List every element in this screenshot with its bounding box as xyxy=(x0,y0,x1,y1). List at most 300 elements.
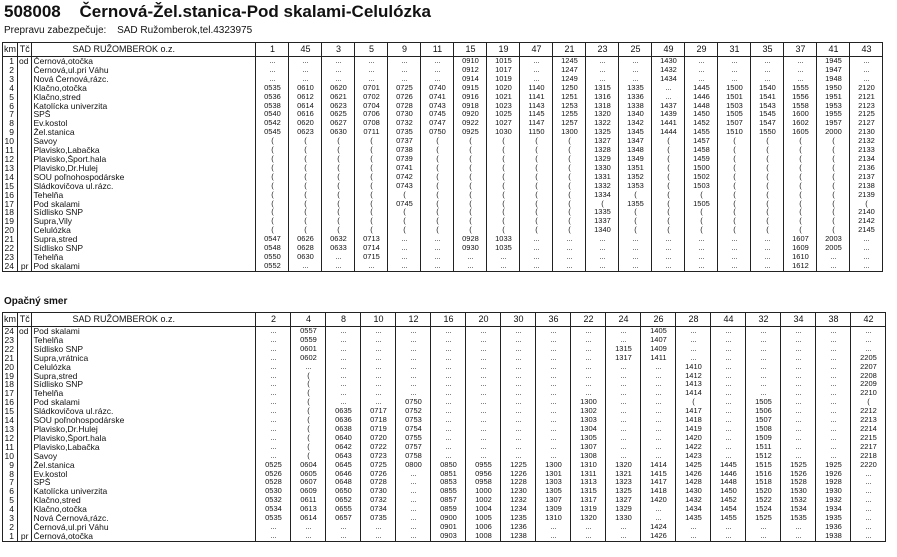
departure-time: ... xyxy=(746,345,781,354)
train-number: 26 xyxy=(641,313,676,327)
train-number: 22 xyxy=(571,313,606,327)
departure-time: 1414 xyxy=(676,389,711,398)
departure-time: ... xyxy=(851,532,886,541)
departure-time: ... xyxy=(501,372,536,381)
departure-time: 1448 xyxy=(711,478,746,487)
table-row xyxy=(3,398,886,407)
tc-cell xyxy=(18,182,32,191)
departure-time: ( xyxy=(652,217,685,226)
tc-cell xyxy=(18,200,32,209)
tc-cell xyxy=(18,478,32,487)
stop-name: Tehelňa xyxy=(32,191,256,200)
departure-time: 1955 xyxy=(817,110,850,119)
table-row xyxy=(3,336,886,345)
departure-time: 0626 xyxy=(289,235,322,244)
stop-name: Černová,otočka xyxy=(32,532,256,541)
departure-time: ( xyxy=(520,146,553,155)
departure-time: 0708 xyxy=(355,119,388,128)
departure-time: 1550 xyxy=(751,128,784,137)
departure-time: ... xyxy=(586,57,619,66)
stop-name: Tehelňa xyxy=(32,389,256,398)
stop-name: Katolícka univerzita xyxy=(32,102,256,111)
departure-time: ( xyxy=(355,191,388,200)
departure-time: ( xyxy=(817,200,850,209)
departure-time: 0607 xyxy=(291,478,326,487)
departure-time: ... xyxy=(851,505,886,514)
tc-cell xyxy=(18,75,32,84)
departure-time: ... xyxy=(718,75,751,84)
departure-time: ... xyxy=(784,66,817,75)
departure-time: ( xyxy=(487,191,520,200)
departure-time: ... xyxy=(718,262,751,271)
departure-time: ... xyxy=(652,84,685,93)
departure-time: 1452 xyxy=(685,119,718,128)
stop-name: Supra,stred xyxy=(32,235,256,244)
departure-time: ... xyxy=(711,523,746,532)
km-cell: 7 xyxy=(3,478,18,487)
stop-name: Sídlisko SNP xyxy=(32,380,256,389)
departure-time: 1253 xyxy=(553,102,586,111)
departure-time: ( xyxy=(289,137,322,146)
stop-name: SPŠ xyxy=(32,478,256,487)
departure-time: 0726 xyxy=(361,470,396,479)
km-cell: 10 xyxy=(3,452,18,461)
stop-name: Tehelňa xyxy=(32,253,256,262)
table-row xyxy=(3,253,883,262)
stop-name: Pod skalami xyxy=(32,398,256,407)
line-number: 508008 xyxy=(4,2,61,21)
departure-time: ... xyxy=(850,66,883,75)
departure-time: ... xyxy=(781,416,816,425)
header-row xyxy=(3,43,883,57)
departure-time: 1446 xyxy=(685,93,718,102)
departure-time: ... xyxy=(676,523,711,532)
departure-time: 2005 xyxy=(817,244,850,253)
departure-time: ( xyxy=(718,137,751,146)
departure-time: ... xyxy=(606,363,641,372)
departure-time: 1424 xyxy=(641,523,676,532)
tc-cell xyxy=(18,363,32,372)
departure-time: 1300 xyxy=(536,461,571,470)
departure-time: ... xyxy=(466,443,501,452)
departure-time: 1332 xyxy=(586,182,619,191)
departure-time: ... xyxy=(361,345,396,354)
departure-time: 0609 xyxy=(291,487,326,496)
departure-time: ... xyxy=(718,66,751,75)
departure-time: 0545 xyxy=(256,128,289,137)
departure-time: 1437 xyxy=(652,102,685,111)
departure-time: 1226 xyxy=(501,470,536,479)
departure-time: 0655 xyxy=(326,505,361,514)
departure-time: ... xyxy=(619,235,652,244)
departure-time: 0550 xyxy=(256,253,289,262)
stop-name: Savoy xyxy=(32,452,256,461)
departure-time: ( xyxy=(289,226,322,235)
departure-time: 1426 xyxy=(641,532,676,541)
departure-time: ... xyxy=(784,57,817,66)
km-cell: 22 xyxy=(3,345,18,354)
stop-name: Plavisko,Šport.hala xyxy=(32,434,256,443)
departure-time: ... xyxy=(466,434,501,443)
departure-time: 2121 xyxy=(850,93,883,102)
departure-time: 1308 xyxy=(571,452,606,461)
departure-time: 2207 xyxy=(851,363,886,372)
departure-time: 0625 xyxy=(322,110,355,119)
departure-time: ( xyxy=(454,164,487,173)
departure-time: 1345 xyxy=(619,128,652,137)
departure-time: ( xyxy=(751,137,784,146)
train-number: 5 xyxy=(355,43,388,57)
departure-time: ... xyxy=(501,398,536,407)
departure-time: ( xyxy=(784,164,817,173)
departure-time: 1323 xyxy=(606,478,641,487)
departure-time: ( xyxy=(487,208,520,217)
departure-time: 0535 xyxy=(256,84,289,93)
departure-time: ( xyxy=(421,146,454,155)
stop-name: Celulózka xyxy=(32,363,256,372)
departure-time: 2217 xyxy=(851,443,886,452)
train-number: 2 xyxy=(256,313,291,327)
departure-time: ... xyxy=(652,235,685,244)
departure-time: ... xyxy=(536,434,571,443)
departure-time: 1141 xyxy=(520,93,553,102)
tc-cell: pr xyxy=(18,262,32,271)
departure-time: ( xyxy=(520,182,553,191)
table-row xyxy=(3,217,883,226)
train-number: 42 xyxy=(851,313,886,327)
departure-time: 0758 xyxy=(396,452,431,461)
operator-header: SAD RUŽOMBEROK o.z. xyxy=(32,43,256,57)
departure-time: ... xyxy=(641,398,676,407)
operator-label: Prepravu zabezpečuje: xyxy=(4,25,107,36)
departure-time: 0916 xyxy=(454,93,487,102)
operator-value: SAD Ružomberok,tel.4323975 xyxy=(117,25,253,36)
departure-time: ... xyxy=(817,262,850,271)
departure-time: ( xyxy=(289,173,322,182)
stop-name: Černová,ul.pri Váhu xyxy=(32,523,256,532)
departure-time: 1302 xyxy=(571,407,606,416)
table-row xyxy=(3,461,886,470)
departure-time: 1555 xyxy=(784,84,817,93)
departure-time: ... xyxy=(396,363,431,372)
departure-time: ... xyxy=(781,363,816,372)
stop-name: Plavisko,Labačka xyxy=(32,146,256,155)
tc-cell xyxy=(18,496,32,505)
departure-time: ( xyxy=(322,146,355,155)
departure-time: ( xyxy=(291,372,326,381)
departure-time: 1019 xyxy=(487,75,520,84)
departure-time: 1420 xyxy=(641,496,676,505)
departure-time: 0648 xyxy=(326,478,361,487)
departure-time: ( xyxy=(685,191,718,200)
departure-time: ... xyxy=(641,380,676,389)
departure-time: 1257 xyxy=(553,119,586,128)
departure-time: ( xyxy=(751,146,784,155)
departure-time: 1947 xyxy=(817,66,850,75)
departure-time: ... xyxy=(256,372,291,381)
departure-time: 0726 xyxy=(388,93,421,102)
departure-time: 0704 xyxy=(355,102,388,111)
departure-time: ( xyxy=(520,226,553,235)
km-cell: 15 xyxy=(3,182,18,191)
departure-time: ... xyxy=(256,75,289,84)
departure-time: ... xyxy=(520,75,553,84)
stop-name: Sládkovičova ul.rázc. xyxy=(32,182,256,191)
departure-time: 0853 xyxy=(431,478,466,487)
departure-time: 0628 xyxy=(289,244,322,253)
departure-time: 2213 xyxy=(851,416,886,425)
stop-name: Žel.stanica xyxy=(32,461,256,470)
departure-time: ... xyxy=(711,327,746,336)
table-row xyxy=(3,443,886,452)
table-row xyxy=(3,235,883,244)
departure-time: 0912 xyxy=(454,66,487,75)
km-cell: 16 xyxy=(3,191,18,200)
departure-time: 1147 xyxy=(520,119,553,128)
departure-time: 1305 xyxy=(571,434,606,443)
departure-time: 1321 xyxy=(606,470,641,479)
departure-time: ( xyxy=(355,164,388,173)
departure-time: ( xyxy=(291,425,326,434)
departure-time: ... xyxy=(746,389,781,398)
departure-time: ... xyxy=(536,372,571,381)
departure-time: 1425 xyxy=(676,461,711,470)
departure-time: ... xyxy=(685,66,718,75)
departure-time: 1422 xyxy=(676,443,711,452)
departure-time: 1330 xyxy=(606,514,641,523)
departure-time: 1352 xyxy=(619,173,652,182)
train-number: 11 xyxy=(421,43,454,57)
departure-time: 1545 xyxy=(751,110,784,119)
header-row xyxy=(3,313,886,327)
departure-time: 1310 xyxy=(536,514,571,523)
departure-time: 0800 xyxy=(396,461,431,470)
departure-time: 1522 xyxy=(746,496,781,505)
departure-time: 0725 xyxy=(361,461,396,470)
km-cell: 16 xyxy=(3,398,18,407)
departure-time: ... xyxy=(781,398,816,407)
operator-info xyxy=(4,25,260,36)
departure-time: 1320 xyxy=(606,461,641,470)
table-row xyxy=(3,532,886,541)
departure-time: ... xyxy=(501,327,536,336)
km-cell: 9 xyxy=(3,128,18,137)
departure-time: 1405 xyxy=(641,327,676,336)
departure-time: 0613 xyxy=(291,505,326,514)
km-cell: 3 xyxy=(3,514,18,523)
departure-time: 1957 xyxy=(817,119,850,128)
departure-time: ( xyxy=(256,137,289,146)
train-number: 47 xyxy=(520,43,553,57)
table-row xyxy=(3,372,886,381)
train-number: 31 xyxy=(718,43,751,57)
departure-time: ... xyxy=(396,380,431,389)
departure-time: ( xyxy=(817,226,850,235)
departure-time: 0602 xyxy=(291,354,326,363)
table-row xyxy=(3,146,883,155)
departure-time: ... xyxy=(553,235,586,244)
departure-time: ( xyxy=(322,137,355,146)
departure-time: ( xyxy=(289,182,322,191)
departure-time: 0743 xyxy=(388,182,421,191)
departure-time: ... xyxy=(751,262,784,271)
departure-time: ( xyxy=(388,191,421,200)
departure-time: ... xyxy=(536,345,571,354)
tc-cell xyxy=(18,208,32,217)
departure-time: 1325 xyxy=(586,128,619,137)
departure-time: ( xyxy=(421,200,454,209)
departure-time: 0725 xyxy=(388,84,421,93)
departure-time: ... xyxy=(501,389,536,398)
departure-time: ... xyxy=(781,532,816,541)
departure-time: ... xyxy=(256,434,291,443)
departure-time: ... xyxy=(520,244,553,253)
table-row xyxy=(3,496,886,505)
km-cell: 8 xyxy=(3,470,18,479)
departure-time: 1452 xyxy=(711,496,746,505)
km-cell: 12 xyxy=(3,155,18,164)
departure-time: ... xyxy=(619,244,652,253)
departure-time: 2130 xyxy=(850,128,883,137)
departure-time: ( xyxy=(256,155,289,164)
departure-time: 0745 xyxy=(421,110,454,119)
departure-time: ( xyxy=(652,208,685,217)
departure-time: 0742 xyxy=(388,173,421,182)
table-row xyxy=(3,182,883,191)
departure-time: 0741 xyxy=(388,164,421,173)
departure-time: 1411 xyxy=(641,354,676,363)
stop-name: Klačno,stred xyxy=(32,93,256,102)
departure-time: ( xyxy=(355,200,388,209)
departure-time: ... xyxy=(520,57,553,66)
departure-time: ... xyxy=(396,336,431,345)
departure-time: ... xyxy=(487,253,520,262)
departure-time: ... xyxy=(536,327,571,336)
departure-time: ... xyxy=(781,345,816,354)
departure-time: 1015 xyxy=(487,57,520,66)
departure-time: ( xyxy=(784,191,817,200)
stop-name: Pod skalami xyxy=(32,327,256,336)
departure-time: ( xyxy=(355,217,388,226)
departure-time: ( xyxy=(421,217,454,226)
departure-time: ... xyxy=(641,425,676,434)
departure-time: 1313 xyxy=(571,478,606,487)
route-name: Černová-Žel.stanica-Pod skalami-Celulózka xyxy=(79,2,431,21)
tc-cell xyxy=(18,173,32,182)
tc-cell xyxy=(18,425,32,434)
departure-time: 0650 xyxy=(326,487,361,496)
departure-time: ( xyxy=(817,173,850,182)
departure-time: ... xyxy=(256,363,291,372)
tc-cell: od xyxy=(18,327,32,336)
departure-time: 1600 xyxy=(784,110,817,119)
departure-time: 1502 xyxy=(685,173,718,182)
departure-time: 0525 xyxy=(256,461,291,470)
stop-name: Celulózka xyxy=(32,226,256,235)
departure-time: 1507 xyxy=(718,119,751,128)
tc-cell xyxy=(18,235,32,244)
table-row xyxy=(3,191,883,200)
departure-time: 0621 xyxy=(322,93,355,102)
departure-time: ... xyxy=(851,470,886,479)
departure-time: ... xyxy=(322,75,355,84)
departure-time: 1525 xyxy=(781,461,816,470)
tc-cell xyxy=(18,514,32,523)
departure-time: 1510 xyxy=(718,128,751,137)
departure-time: 0722 xyxy=(361,443,396,452)
departure-time: 0732 xyxy=(388,119,421,128)
stop-name: Klačno,otočka xyxy=(32,505,256,514)
departure-time: 2220 xyxy=(851,461,886,470)
departure-time: ( xyxy=(751,191,784,200)
departure-time: 1301 xyxy=(536,470,571,479)
section-label-reverse: Opačný smer xyxy=(4,296,68,307)
departure-time: 1030 xyxy=(487,128,520,137)
departure-time: 0955 xyxy=(466,461,501,470)
departure-time: ... xyxy=(256,345,291,354)
departure-time: ... xyxy=(326,345,361,354)
departure-time: ( xyxy=(256,200,289,209)
departure-time: ( xyxy=(487,217,520,226)
departure-time: ... xyxy=(431,425,466,434)
departure-time: 1318 xyxy=(586,102,619,111)
departure-time: ... xyxy=(388,66,421,75)
train-number: 29 xyxy=(685,43,718,57)
km-cell: 5 xyxy=(3,93,18,102)
departure-time: 1434 xyxy=(676,505,711,514)
departure-time: ( xyxy=(487,200,520,209)
departure-time: 0640 xyxy=(326,434,361,443)
tc-cell xyxy=(18,84,32,93)
departure-time: ... xyxy=(619,66,652,75)
departure-time: 1327 xyxy=(586,137,619,146)
departure-time: ( xyxy=(685,226,718,235)
departure-time: ... xyxy=(256,327,291,336)
departure-time: 0754 xyxy=(396,425,431,434)
departure-time: 0720 xyxy=(361,434,396,443)
departure-time: ( xyxy=(553,173,586,182)
tc-header: Tč xyxy=(18,313,32,327)
table-row xyxy=(3,416,886,425)
departure-time: ( xyxy=(718,217,751,226)
departure-time: 1524 xyxy=(746,505,781,514)
table-row xyxy=(3,102,883,111)
departure-time: ( xyxy=(256,208,289,217)
departure-time: 1420 xyxy=(676,434,711,443)
departure-time: ... xyxy=(711,354,746,363)
tc-cell xyxy=(18,155,32,164)
departure-time: 1150 xyxy=(520,128,553,137)
departure-time: 0623 xyxy=(289,128,322,137)
departure-time: 1448 xyxy=(685,102,718,111)
table-row xyxy=(3,128,883,137)
departure-time: ... xyxy=(816,345,851,354)
departure-time: ... xyxy=(816,443,851,452)
departure-time: ( xyxy=(851,398,886,407)
departure-time: ... xyxy=(388,235,421,244)
departure-time: 0646 xyxy=(326,470,361,479)
departure-time: 1020 xyxy=(487,84,520,93)
departure-time: ... xyxy=(431,434,466,443)
departure-time: ... xyxy=(711,380,746,389)
tc-cell xyxy=(18,389,32,398)
departure-time: ( xyxy=(817,182,850,191)
departure-time: 1444 xyxy=(652,128,685,137)
departure-time: ( xyxy=(322,200,355,209)
departure-time: ... xyxy=(361,363,396,372)
departure-time: 0601 xyxy=(291,345,326,354)
departure-time: ( xyxy=(289,200,322,209)
